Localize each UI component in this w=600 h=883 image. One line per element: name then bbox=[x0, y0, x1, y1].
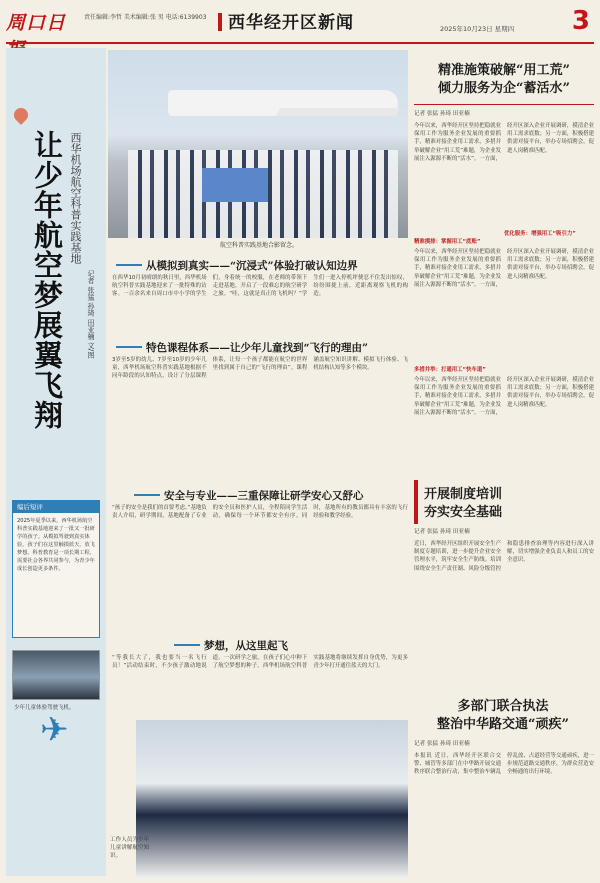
editor-note-box bbox=[12, 500, 100, 638]
section-heading-3: 安全与专业——三重保障让研学安心又舒心 bbox=[130, 488, 364, 503]
article1-byline: 记者 张猛 孙琦 田亚楠 bbox=[414, 111, 470, 117]
editor-note-text: 2025年夏季以来，西华机场航空科普实践基地迎来了一批又一批研学的孩子。从模拟驾驶到真实体验，孩子们在这里触摸蓝天、放飞梦想。科普教育是一项长期工程，需要社会各界共同参与，为青少年成长创造更多条件。 bbox=[17, 518, 95, 572]
section-heading-4: 梦想，从这里起飞 bbox=[170, 638, 288, 653]
lead-byline: 记者 张猛 孙琦 田亚楠 文/图 bbox=[87, 270, 95, 359]
section-heading-1: 从模拟到真实——“沉浸式”体验打破认知边界 bbox=[112, 258, 358, 273]
cockpit-photo bbox=[12, 650, 100, 700]
issue-date: 2025年10月23日 星期四 bbox=[440, 25, 515, 33]
article3-headline bbox=[412, 698, 594, 734]
article2-body: 近日，西华经开区组织开展安全生产制度专题培训，进一步提升企业安全管理水平，筑牢安全生产防线。培训围绕安全生产责任制、风险分级管控和隐患排查治理等内容进行深入讲解，切实增强企业负责人和员工的安全意识。 bbox=[414, 541, 594, 572]
lead-headline: 让少年航空梦展翼飞翔 bbox=[30, 130, 64, 430]
article1-body-2: 今年以来，西华经开区坚持把稳就业保用工作为服务企业发展的重要抓手，精准对接企业用工需求，多措并举破解企业“用工荒”难题，为企业发展注入源源不断的“活水”。一方面，经开区深入企业开展调研，摸清企业用工需求底数；另一方面，积极搭建供需对接平台，举办专场招聘会，促进人岗精准匹配。 bbox=[414, 249, 594, 288]
section-bar-icon bbox=[218, 13, 222, 31]
kids-photo-caption: 工作人员为少年儿童讲解航空知识。 bbox=[110, 837, 150, 859]
article1-rule bbox=[414, 104, 594, 105]
section-body-2: 3岁至5岁的幼儿、7岁至10岁的少年儿童，西华机场航空科普实践基地根据不同年龄段的认知特点，设计了分层课程体系，让每一个孩子都能在航空的世界里找到属于自己的“飞行的理由”。课程涵盖航空知识讲解、模拟飞行体验、飞机结构认知等多个模块。 bbox=[112, 357, 408, 380]
article3-title-line1: 多部门联合执法 bbox=[457, 699, 549, 714]
article1-label-1: 精准摸排：掌握用工“底账” bbox=[414, 239, 481, 245]
article3-title-line2: 整治中华路交通“顽疾” bbox=[437, 717, 569, 732]
article2-title-line2: 夯实安全基础 bbox=[424, 505, 503, 520]
lead-photo bbox=[108, 50, 408, 238]
lead-subtitle: 西华机场航空科普实践基地 bbox=[69, 132, 82, 264]
airplane-wing bbox=[276, 108, 401, 116]
group-banner bbox=[202, 168, 268, 202]
masthead-logo: 周口日 bbox=[6, 12, 67, 34]
article1-label-3: 优化服务：增强用工“吸引力” bbox=[504, 231, 576, 237]
page-number: 3 bbox=[571, 6, 590, 36]
article1-headline bbox=[414, 62, 594, 98]
article1-title-line2: 倾力服务为企“蓄活水” bbox=[438, 81, 570, 96]
kids-photo bbox=[136, 720, 408, 878]
editor-note-label: 编后短评 bbox=[13, 501, 99, 513]
header-divider bbox=[6, 42, 594, 44]
cockpit-caption: 少年儿童体验驾驶飞机。 bbox=[14, 705, 75, 711]
article1-label-2: 多措并举：打通用工“快车道” bbox=[414, 367, 486, 373]
lead-photo-caption: 航空科普实践基地合影留念。 bbox=[220, 242, 299, 249]
article2-headline bbox=[424, 486, 594, 522]
section-body-4: “等我长大了，我也要当一名飞行员！”活动结束时，不少孩子激动地说道。一次研学之旅，在孩子们心中种下了航空梦想的种子。西华机场航空科普实践基地将继续发挥自身优势，为更多青少年打开通往蓝天的大门。 bbox=[112, 655, 408, 670]
article1-body: 今年以来，西华经开区坚持把稳就业保用工作为服务企业发展的重要抓手，精准对接企业用工需求，多措并举破解企业“用工荒”难题，为企业发展注入源源不断的“活水”。一方面，经开区深入企业开展调研，摸清企业用工需求底数；另一方面，积极搭建供需对接平台，举办专场招聘会，促进人岗精准匹配。 bbox=[414, 123, 594, 162]
section-body-3: “孩子的安全是我们的首要考虑。”基地负责人介绍，研学期间，基地配备了专业的安全员和医护人员，全程陪同学生活动，确保每一个环节都安全有序。同时，基地所有的教员都具有丰富的飞行经验和教学经验。 bbox=[112, 505, 408, 520]
editor-meta: 责任编辑:李哲 美术编辑:张 男 电话:6139903 bbox=[84, 14, 207, 21]
article1-title-line1: 精准施策破解“用工荒” bbox=[438, 63, 570, 78]
article1-body-3: 今年以来，西华经开区坚持把稳就业保用工作为服务企业发展的重要抓手，精准对接企业用工需求，多措并举破解企业“用工荒”难题，为企业发展注入源源不断的“活水”。一方面，经开区深入企业开展调研，摸清企业用工需求底数；另一方面，积极搭建供需对接平台，举办专场招聘会，促进人岗精准匹配。 bbox=[414, 377, 594, 416]
section-body-1: 在西华10月初晴朗的秋日里，西华机场航空科普实践基地迎来了一批特殊的访客。一百余名来自周口市中小学的学生们，身着统一的校服，在老师的带领下走进基地，开启了一段难忘的航空研学之旅。“哇，这就是真正的飞机吗？”学生们一进入停机坪便忍不住发出惊叹，纷纷围拢上前，近距离观察飞机的构造。 bbox=[112, 275, 408, 298]
airplane-icon: ✈ bbox=[40, 710, 69, 750]
section-heading-2: 特色课程体系——让少年儿童找到“飞行的理由” bbox=[112, 340, 368, 355]
article3-byline: 记者 张猛 孙琦 田亚楠 bbox=[414, 741, 470, 747]
article2-marker bbox=[414, 480, 418, 524]
article2-byline: 记者 张猛 孙琦 田亚楠 bbox=[414, 529, 470, 535]
article3-body: 本报讯 近日，西华经开区联合交警、城管等多部门在中华路开展交通秩序联合整治行动，集中整治车辆乱停乱放、占道经营等交通顽疾，进一步规范道路交通秩序，为群众营造安全畅通的出行环境。 bbox=[414, 753, 594, 776]
section-title: 西华经开区新闻 bbox=[218, 8, 354, 33]
article2-title-line1: 开展制度培训 bbox=[424, 487, 503, 502]
page-header bbox=[6, 6, 594, 44]
